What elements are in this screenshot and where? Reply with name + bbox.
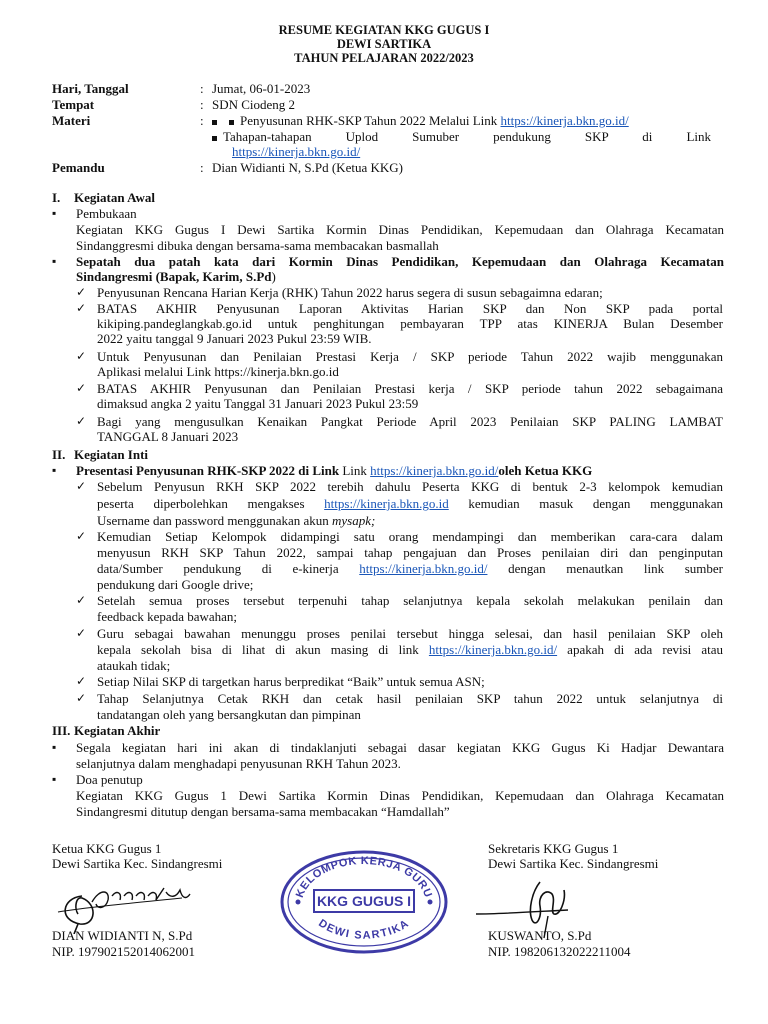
right-signatory-place: Dewi Sartika Kec. Sindangresmi xyxy=(488,856,659,871)
checkmark-icon: ✓ xyxy=(76,414,87,428)
hari-colon: : xyxy=(200,81,204,96)
awal-item-4-line2: dimaksud angka 2 yaitu Tanggal 31 Januari 2023 Pukul 23:59 xyxy=(97,396,419,411)
doa-text-line2: Sindangresmi ditutup dengan bersama-sama membacakan “Hamdallah” xyxy=(76,804,450,819)
inti-item-2-line3b: dengan menautkan link sumber xyxy=(487,561,723,576)
materi-item-1 xyxy=(212,113,732,129)
awal-item-2-line2: kikiping.pandeglangkab.go.id untuk penghitungan pembayaran TPP atas KINERJA Bulan Desember xyxy=(97,316,723,331)
awal-item-2-line1: BATAS AKHIR Penyusunan Laporan Aktivitas Harian SKP dan Non SKP pada portal xyxy=(97,301,723,316)
pemandu-value: Dian Widianti N, S.Pd (Ketua KKG) xyxy=(212,160,403,175)
checkmark-icon: ✓ xyxy=(76,593,87,607)
awal-item-3-line1: Untuk Penyusunan dan Penilaian Prestasi Kerja / SKP periode Tahun 2022 wajib menggunakan xyxy=(97,349,723,364)
inti-item-2-line1: Kemudian Setiap Kelompok didampingi satu orang mendampingi dan memberikan cara-cara dalam xyxy=(97,529,723,544)
pemandu-colon: : xyxy=(200,160,204,175)
square-bullet-icon: ▪ xyxy=(52,772,57,786)
checkmark-icon: ✓ xyxy=(76,529,87,543)
materi-item-2-link-row xyxy=(232,144,360,160)
tempat-value: SDN Ciodeng 2 xyxy=(212,97,296,112)
inti-item-1-line3a: Username dan password menggunakan akun xyxy=(97,513,333,528)
checkmark-icon: ✓ xyxy=(76,691,87,705)
materi-item-2 xyxy=(212,129,724,145)
square-bullet-icon xyxy=(212,136,217,141)
presentasi-by: oleh Ketua KKG xyxy=(498,463,593,478)
right-signatory-name: KUSWANTO, S.Pd xyxy=(488,928,592,943)
stamp-bottom-text: DEWI SARTIKA xyxy=(316,917,412,942)
doc-title-line3: TAHUN PELAJARAN 2022/2023 xyxy=(294,51,474,65)
awal-item-5-line2: TANGGAL 8 Januari 2023 xyxy=(97,429,239,444)
presentasi-bold: Presentasi Penyusunan RHK-SKP 2022 di Link xyxy=(76,463,343,478)
inti-item-1-link[interactable]: https://kinerja.bkn.go.id xyxy=(324,496,449,511)
square-bullet-icon: ▪ xyxy=(52,206,57,220)
checkmark-icon: ✓ xyxy=(76,285,87,299)
inti-item-4-line2b: apakah di ada revisi atau xyxy=(557,642,724,657)
inti-item-1-line2a: peserta diperbolehkan mengakses xyxy=(97,496,325,511)
inti-item-1-line2b: kemudian masuk dengan menggunakan xyxy=(448,496,723,511)
square-bullet-icon xyxy=(212,120,217,125)
inti-item-1-mysapk: mysapk; xyxy=(332,513,376,528)
awal-item-3-line2: Aplikasi melalui Link https://kinerja.bkn.go.id xyxy=(97,364,339,379)
right-signatory-title: Sekretaris KKG Gugus 1 xyxy=(488,841,619,856)
stamp-top-text: KELOMPOK KERJA GURU xyxy=(293,854,435,900)
presentasi-line xyxy=(76,463,592,478)
left-signature xyxy=(52,868,202,934)
section-1-heading xyxy=(52,190,155,205)
checkmark-icon: ✓ xyxy=(76,381,87,395)
segala-line2: selanjutnya dalam menghadapi penyusunan RKH Tahun 2023. xyxy=(76,756,401,771)
inti-item-4-link[interactable]: https://kinerja.bkn.go.id/ xyxy=(428,642,558,657)
section-2-number: II. xyxy=(52,447,66,462)
segala-line1: Segala kegiatan hari ini akan di tindaklanjuti sebagai dasar kegiatan KKG Gugus Ki Hadjar Dewantara xyxy=(76,740,724,755)
left-signatory-title: Ketua KKG Gugus 1 xyxy=(52,841,162,856)
left-signatory-nip: NIP. 197902152014062001 xyxy=(52,944,196,959)
materi-2-link[interactable]: https://kinerja.bkn.go.id/ xyxy=(232,144,361,159)
svg-text:DEWI SARTIKA xyxy=(316,917,411,941)
sepatah-line2-end: ) xyxy=(271,269,276,284)
right-signatory-nip: NIP. 198206132022211004 xyxy=(488,944,631,959)
inti-item-5-line1: Setiap Nilai SKP di targetkan harus berpredikat “Baik” untuk semua ASN; xyxy=(97,674,485,689)
sepatah-line1: Sepatah dua patah kata dari Kormin Dinas Pendidikan, Kepemudaan dan Olahraga Kecamatan xyxy=(76,254,724,269)
section-2-title: Kegiatan Inti xyxy=(74,447,149,462)
doc-title-line1: RESUME KEGIATAN KKG GUGUS I xyxy=(278,23,490,37)
inti-item-4-line1: Guru sebagai bawahan menunggu proses penilai tersebut hingga selesai, dan hasil penilaian SKP oleh xyxy=(97,626,723,641)
hari-label: Hari, Tanggal xyxy=(52,81,129,96)
presentasi-link-word: Link xyxy=(342,463,371,478)
square-bullet-icon: ▪ xyxy=(52,463,57,477)
materi-1-text: Penyusunan RHK-SKP Tahun 2022 Melalui Link xyxy=(240,113,501,128)
inti-item-4-line2 xyxy=(97,642,723,658)
awal-item-5-line1: Bagi yang mengusulkan Kenaikan Pangkat Periode April 2023 Penilaian SKP PALING LAMBAT xyxy=(97,414,723,429)
sepatah-line2 xyxy=(76,269,276,284)
section-2-heading xyxy=(52,447,148,462)
stamp-center-text: KKG GUGUS I xyxy=(316,893,412,909)
pembukaan-text-line2: Sindanggresmi dibuka dengan bersama-sama membacakan basmallah xyxy=(76,238,439,253)
inti-item-3-line2: feedback kepada bawahan; xyxy=(97,609,238,624)
section-3-title: Kegiatan Akhir xyxy=(74,723,161,738)
inti-item-1-line1: Sebelum Penyusun RKH SKP 2022 terebih dahulu Peserta KKG di bentuk 2-3 kelompok kemudian xyxy=(97,479,723,494)
inti-item-2-line4: pendukung dari Google drive; xyxy=(97,577,254,592)
checkmark-icon: ✓ xyxy=(76,349,87,363)
inti-item-2-line3a: data/Sumber pendukung di e-kinerja xyxy=(97,561,360,576)
inti-item-3-line1: Setelah semua proses tersebut terpenuhi tahap selanjutnya kepala sekolah melakukan penilain dan xyxy=(97,593,723,608)
tempat-colon: : xyxy=(200,97,204,112)
inti-item-4-line3: ataukah tidak; xyxy=(97,658,171,673)
left-signatory-name: DIAN WIDIANTI N, S.Pd xyxy=(52,928,193,943)
presentasi-link[interactable]: https://kinerja.bkn.go.id/ xyxy=(370,463,499,478)
square-bullet-icon xyxy=(229,120,234,125)
section-1-title: Kegiatan Awal xyxy=(74,190,156,205)
tempat-label: Tempat xyxy=(52,97,95,112)
left-signatory-place: Dewi Sartika Kec. Sindangresmi xyxy=(52,856,223,871)
pembukaan-label: Pembukaan xyxy=(76,206,137,221)
hari-value: Jumat, 06-01-2023 xyxy=(212,81,311,96)
doc-title-line2: DEWI SARTIKA xyxy=(336,37,432,51)
inti-item-2-line3 xyxy=(97,561,723,577)
sepatah-line2-bold: Sindangresmi (Bapak, Karim, S.Pd xyxy=(76,269,272,284)
awal-item-4-line1: BATAS AKHIR Penyusunan dan Penilaian Prestasi kerja / SKP periode tahun 2022 sebagaimana xyxy=(97,381,723,396)
materi-2-text: Tahapan-tahapan Uplod Sumuber pendukung SKP di Link xyxy=(223,129,711,144)
inti-item-1-line2 xyxy=(97,496,723,512)
materi-colon: : xyxy=(200,113,204,128)
inti-item-6-line2: tandatangan oleh yang bersangkutan dan pimpinan xyxy=(97,707,361,722)
pemandu-label: Pemandu xyxy=(52,160,105,175)
kkg-stamp xyxy=(278,846,450,954)
inti-item-6-line1: Tahap Selanjutnya Cetak RKH dan cetak hasil penilaian SKP tahun 2022 untuk selanjutnya di xyxy=(97,691,723,706)
checkmark-icon: ✓ xyxy=(76,479,87,493)
inti-item-2-line2: menyusun RKH SKP Tahun 2022, sampai tahap pengajuan dan Proses penilaian diri dan penginputan xyxy=(97,545,723,560)
inti-item-1-line3 xyxy=(97,513,723,529)
section-1-number: I. xyxy=(52,190,61,205)
checkmark-icon: ✓ xyxy=(76,674,87,688)
checkmark-icon: ✓ xyxy=(76,301,87,315)
doa-text-line1: Kegiatan KKG Gugus 1 Dewi Sartika Kormin Dinas Pendidikan, Kepemudaan dan Olahraga Kecamatan xyxy=(76,788,724,803)
section-3-heading xyxy=(52,723,160,738)
square-bullet-icon: ▪ xyxy=(52,254,57,268)
section-3-number: III. xyxy=(52,723,71,738)
materi-label: Materi xyxy=(52,113,91,128)
awal-item-2-line3: 2022 yaitu tanggal 9 Januari 2023 Pukul 23:59 WIB. xyxy=(97,331,372,346)
pembukaan-text-line1: Kegiatan KKG Gugus I Dewi Sartika Kormin Dinas Pendidikan, Kepemudaan dan Olahraga Kecamatan xyxy=(76,222,724,237)
inti-item-4-line2a: kepala sekolah bisa di lihat di akun masing di link xyxy=(97,642,429,657)
square-bullet-icon: ▪ xyxy=(52,740,57,754)
checkmark-icon: ✓ xyxy=(76,626,87,640)
awal-item-1-line1: Penyusunan Rencana Harian Kerja (RHK) Tahun 2022 harus segera di susun sebagaimna edaran; xyxy=(97,285,603,300)
doa-label: Doa penutup xyxy=(76,772,143,787)
materi-1-link[interactable]: https://kinerja.bkn.go.id/ xyxy=(500,113,629,128)
inti-item-2-link[interactable]: https://kinerja.bkn.go.id/ xyxy=(359,561,488,576)
